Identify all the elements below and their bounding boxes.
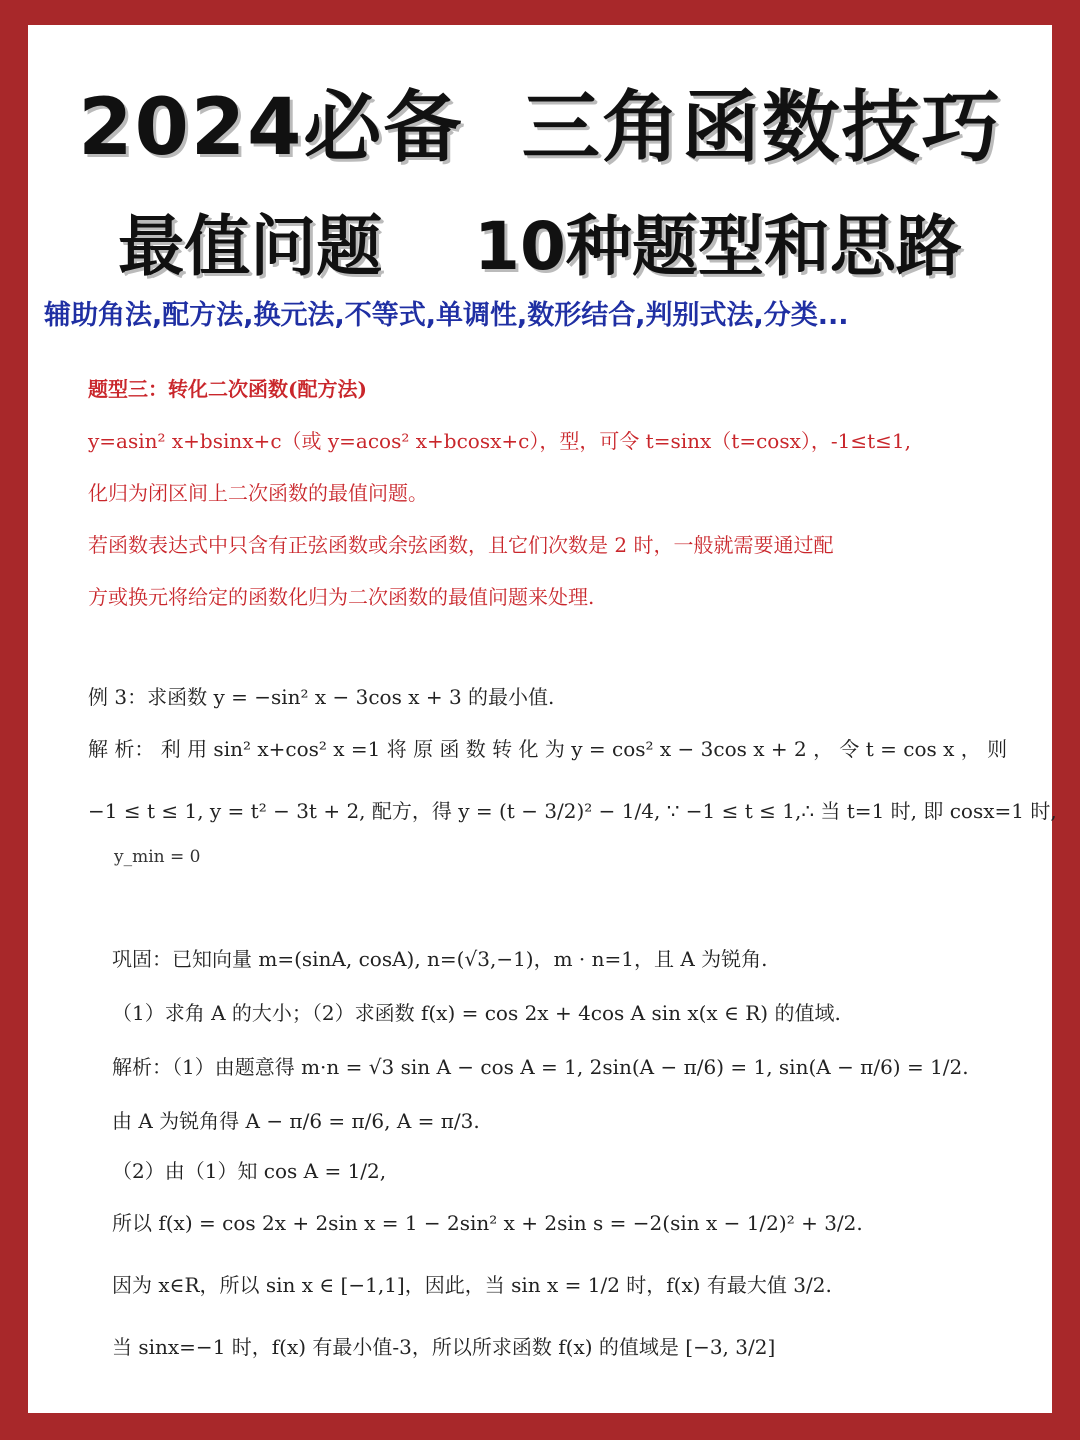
practice-parts: （1）求角 A 的大小；（2）求函数 f(x) = cos 2x + 4cos A sin x(x ∈ R) 的值域. — [112, 1001, 841, 1025]
section-line-3: 若函数表达式中只含有正弦函数或余弦函数，且它们次数是 2 时，一般就需要通过配 — [88, 533, 834, 557]
document-page — [28, 25, 1057, 1413]
example-question: 例 3：求函数 y = −sin² x − 3cos x + 3 的最小值. — [88, 685, 555, 709]
practice-solution-3: （2）由（1）知 cos A = 1/2, — [112, 1159, 387, 1183]
page-title: 2024必备 三角函数技巧 — [78, 83, 1002, 173]
practice-question: 巩固：已知向量 m=(sinA, cosA), n=(√3,−1)，m · n=1，且 A 为锐角. — [112, 947, 768, 971]
methods-list: 辅助角法,配方法,换元法,不等式,单调性,数形结合,判别式法,分类... — [44, 300, 849, 331]
practice-solution-2: 由 A 为锐角得 A − π/6 = π/6, A = π/3. — [112, 1109, 480, 1133]
practice-solution-4: 所以 f(x) = cos 2x + 2sin x = 1 − 2sin² x + 2sin s = −2(sin x − 1/2)² + 3/2. — [112, 1211, 863, 1235]
example-solution-2: −1 ≤ t ≤ 1, y = t² − 3t + 2, 配方，得 y = (t − 3/2)² − 1/4, ∵ −1 ≤ t ≤ 1,∴ 当 t=1 时, 即 cosx=1 时, — [88, 799, 1057, 823]
section-line-2: 化归为闭区间上二次函数的最值问题。 — [88, 481, 428, 505]
page-subtitle: 最值问题 10种题型和思路 — [118, 208, 962, 285]
example-result: y_min = 0 — [114, 847, 201, 867]
section-heading: 题型三：转化二次函数(配方法) — [88, 377, 367, 401]
section-line-4: 方或换元将给定的函数化归为二次函数的最值问题来处理. — [88, 585, 595, 609]
practice-solution-6: 当 sinx=−1 时，f(x) 有最小值-3，所以所求函数 f(x) 的值域是 [−3, 3/2] — [112, 1335, 776, 1359]
practice-solution-1: 解析：（1）由题意得 m·n = √3 sin A − cos A = 1, 2sin(A − π/6) = 1, sin(A − π/6) = 1/2. — [112, 1055, 969, 1079]
example-solution-1: 解 析： 利 用 sin² x+cos² x =1 将 原 函 数 转 化 为 y = cos² x − 3cos x + 2 ， 令 t = cos x ， 则 — [88, 737, 1008, 761]
section-line-1: y=asin² x+bsinx+c（或 y=acos² x+bcosx+c），型，可令 t=sinx（t=cosx），-1≤t≤1, — [88, 429, 911, 453]
practice-solution-5: 因为 x∈R，所以 sin x ∈ [−1,1]，因此，当 sin x = 1/2 时，f(x) 有最大值 3/2. — [112, 1273, 832, 1297]
